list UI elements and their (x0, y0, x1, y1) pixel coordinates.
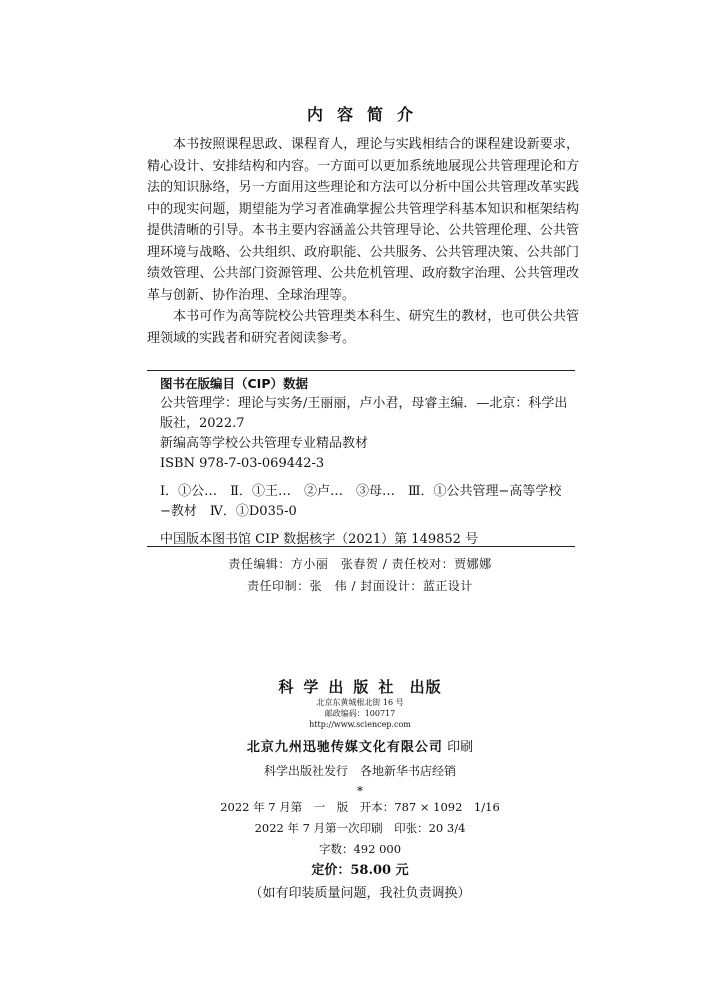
summary-paragraph-2: 本书可作为高等院校公共管理类本科生、研究生的教材，也可供公共管理领域的实践者和研究者阅读参考。 (147, 309, 579, 346)
summary-title: 内容简介 (306, 105, 427, 124)
credits (0, 553, 720, 597)
distribution-line: 科学出版社发行 各地新华书店经销 (263, 764, 456, 778)
cip-bottom-rule (147, 546, 575, 547)
publisher-suffix: 出版 (409, 678, 442, 696)
summary-body (147, 134, 579, 349)
cip-heading: 图书在版编目（CIP）数据 (160, 376, 308, 391)
cip-core-number: 中国版本图书馆 CIP 数据核字（2021）第 149852 号 (160, 532, 479, 547)
word-count: 字数：492 000 (318, 842, 402, 856)
cip-isbn-line: ISBN 978-7-03-069442-3 (160, 456, 325, 471)
publisher-url: http://www.sciencep.com (309, 720, 411, 729)
printer-line (0, 736, 720, 755)
cip-block (160, 374, 576, 550)
publisher-block (0, 676, 720, 906)
edition-line: 2022 年 7 月第 一 版 开本：787 × 1092 1/16 (220, 800, 500, 814)
cip-classification-line: Ⅰ．①公… Ⅱ．①王… ②卢… ③母… Ⅲ．①公共管理−高等学校−教材 Ⅳ．①D035-0 (160, 484, 562, 519)
printer-suffix: 印刷 (447, 740, 474, 755)
credits-production: 责任印制：张 伟 / 封面设计：蓝正设计 (247, 579, 473, 593)
price: 定价：58.00 元 (311, 863, 409, 878)
cip-title-line: 公共管理学：理论与实务/王丽丽，卢小君，母睿主编．—北京：科学出版社，2022.7 (160, 396, 568, 431)
quality-note: （如有印装质量问题，我社负责调换） (249, 886, 471, 901)
summary-paragraph-1: 本书按照课程思政、课程育人，理论与实践相结合的课程建设新要求，精心设计、安排结构和内容。一方面可以更加系统地展现公共管理理论和方法的知识脉络，另一方面用这些理论和方法可以分析中国公共管理改革实践中的现实问题，期望能为学习者准确掌握公共管理学科基本知识和框架结构提供清晰的引导。本书主要内容涵盖公共管理导论、公共管理伦理、公共管理环境与战略、公共组织、政府职能、公共服务、公共管理决策、公共部门绩效管理、公共部门资源管理、公共危机管理、政府数字治理、公共管理改革与创新、协作治理、全球治理等。 (147, 137, 579, 303)
publisher-name: 科学出版社 (278, 678, 404, 696)
cip-series-line: 新编高等学校公共管理专业精品教材 (160, 436, 369, 451)
separator-star: * (357, 784, 363, 798)
publisher-postcode: 邮政编码：100717 (324, 709, 396, 718)
printer-name: 北京九州迅驰传媒文化有限公司 (246, 740, 443, 755)
publisher-name-line (0, 676, 720, 697)
publisher-address: 北京东黄城根北街 16 号 (316, 698, 404, 707)
credits-editors: 责任编辑：方小丽 张春贺 / 责任校对：贾娜娜 (228, 557, 492, 571)
cip-top-rule (147, 370, 575, 371)
printing-line: 2022 年 7 月第一次印刷 印张：20 3/4 (254, 821, 466, 835)
